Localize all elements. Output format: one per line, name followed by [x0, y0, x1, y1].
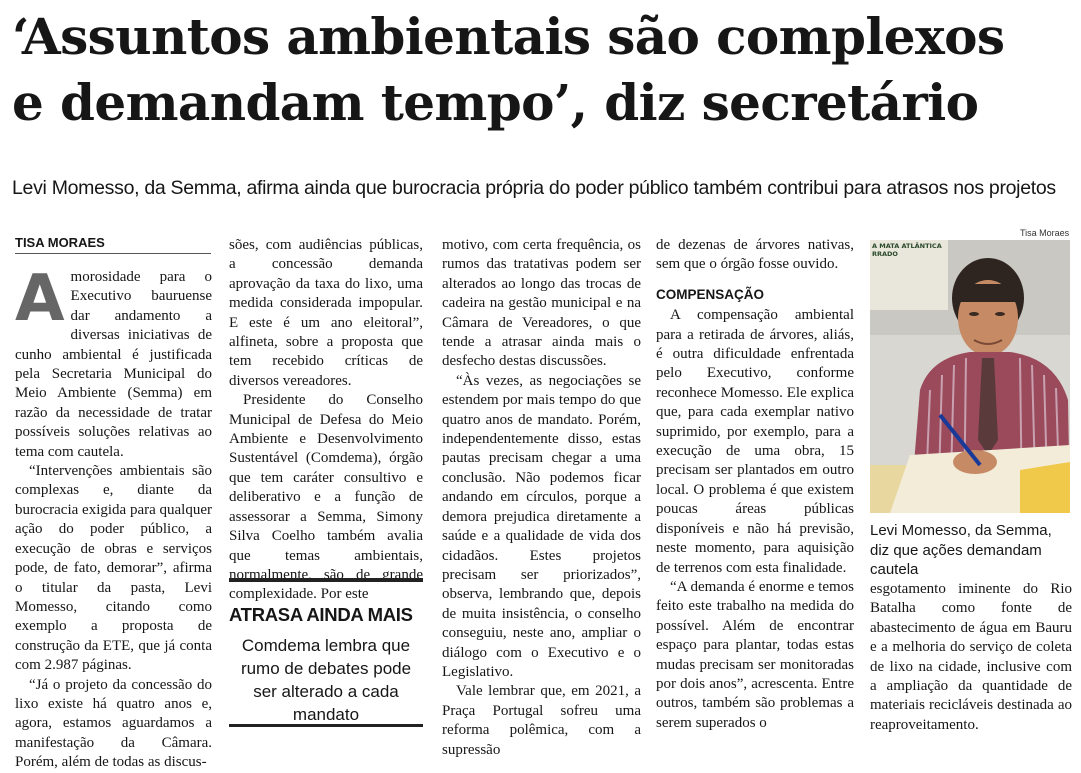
article-column-4 — [656, 236, 854, 733]
photo-caption: Levi Momesso, da Semma, diz que ações demandam cautela — [870, 522, 1052, 578]
headline — [12, 4, 1072, 136]
paragraph: sões, com audiências públicas, a concessão demanda aprovação da taxa do lixo, uma medida considerada impopular. E este é um ano eleitoral”, alfineta, sobre a proposta que tem recebido críticas de diversos vereadores. — [229, 237, 423, 389]
article-column-2 — [229, 236, 423, 605]
paragraph: Vale lembrar que, em 2021, a Praça Portugal sofreu uma reforma polêmica, com a supressão — [442, 683, 641, 758]
pull-quote-title: ATRASA AINDA MAIS — [229, 604, 413, 625]
headline-line-1: ‘Assuntos ambientais são complexos — [12, 7, 1005, 66]
paragraph: esgotamento iminente do Rio Batalha como fonte de abastecimento de água em Bauru e a melhoria do serviço de coleta de lixo na cidade, inclusive com a ampliação da quantidade de materiais recicláveis destinada ao reaproveitamento. — [870, 581, 1072, 733]
paragraph: morosidade para o Executivo bauruense dar andamento a diversas iniciativas de cunho ambiental é justificada pela Secretaria Municipal do Meio Ambiente (Semma) em razão da necessidade de tratar possíveis soluções relativas ao tema com cautela. — [15, 269, 212, 460]
pull-quote-text: Comdema lembra que rumo de debates pode ser alterado a cada mandato — [240, 636, 412, 724]
paragraph: “Já o projeto da concessão do lixo existe há quatro anos e, agora, estamos aguardamos a manifestação da Câmara. Porém, além de todas as discus- — [15, 676, 212, 771]
paragraph: “A demanda é enorme e temos feito este trabalho na medida do possível. Além de encontrar espaço para plantar, todas estas mudas precisam ser monitoradas por dois anos”, acrescenta. Entre outros, também são problemas a serem superados o — [656, 578, 854, 731]
byline: TISA MORAES — [15, 235, 211, 254]
pull-quote-box — [229, 578, 423, 727]
article-column-1 — [15, 262, 212, 773]
paragraph: motivo, com certa frequência, os rumos das tratativas podem ser alterados ao longo das trocas de cadeira na gestão municipal e na Câmara de Vereadores, o que tende a atrasar ainda mais o desfecho destas discussões. — [442, 237, 641, 370]
photo-man-signing-documents — [870, 240, 1070, 513]
article-column-3 — [442, 236, 641, 760]
paragraph: “Às vezes, as negociações se estendem por mais tempo do que quatro anos de mandato. Porém, independentemente disso, estas pautas precisam chegar a uma conclusão. Não podemos ficar andando em círculos, porque a demora prejudica diretamente a saúde e a qualidade de vida dos cidadãos. Estes projetos precisam ser priorizados”, observa, lembrando que, depois de muita insistência, o conselho conseguiu, neste ano, ampliar o diálogo com o Executivo e o Legislativo. — [442, 372, 641, 680]
headline-line-2: e demandam tempo’, diz secretário — [12, 73, 979, 132]
photo-illustration — [870, 240, 1070, 513]
paragraph: A compensação ambiental para a retirada de árvores, aliás, é outra dificuldade enfrentada pelo Executivo, conforme reconhece Momesso. Ele explica que, para cada exemplar nativo suprimido, por exemplo, para a execução de uma obra, 15 precisam ser plantados em outro local. O problema é que existem poucas áreas públicas disponíveis e não há previsão, neste momento, para aquisição de terrenos com esta finalidade. — [656, 307, 854, 576]
subheadline: Levi Momesso, da Semma, afirma ainda que burocracia própria do poder público também contribui para atrasos nos projetos — [12, 177, 1056, 199]
paragraph: de dezenas de árvores nativas, sem que o órgão fosse ouvido. — [656, 237, 854, 273]
photo-sign-line-1: A MATA ATLÂNTICA — [872, 242, 942, 250]
photo-credit: Tisa Moraes — [1020, 228, 1070, 238]
photo-sign-line-2: RRADO — [872, 250, 898, 258]
article-column-5 — [870, 580, 1072, 735]
section-heading: COMPENSAÇÃO — [656, 286, 765, 302]
paragraph: “Intervenções ambientais são complexas e, diante da burocracia exigida para qualquer ação do poder público, a execução de obras e serviços pode, de fato, demorar”, afirma o titular da pasta, Levi Momesso, citando como exemplo a proposta de construção da ETE, que já conta com 2.987 páginas. — [15, 463, 212, 674]
paragraph: Presidente do Conselho Municipal de Defesa do Meio Ambiente e Desenvolvimento Sustentável (Comdema), órgão que tem caráter consultivo e deliberativo e a função de assessorar a Semma, Simony Silva Coelho também avalia que temas ambientais, normalmente, são de grande complexidade. Por este — [229, 392, 423, 603]
drop-cap: A — [15, 262, 65, 336]
